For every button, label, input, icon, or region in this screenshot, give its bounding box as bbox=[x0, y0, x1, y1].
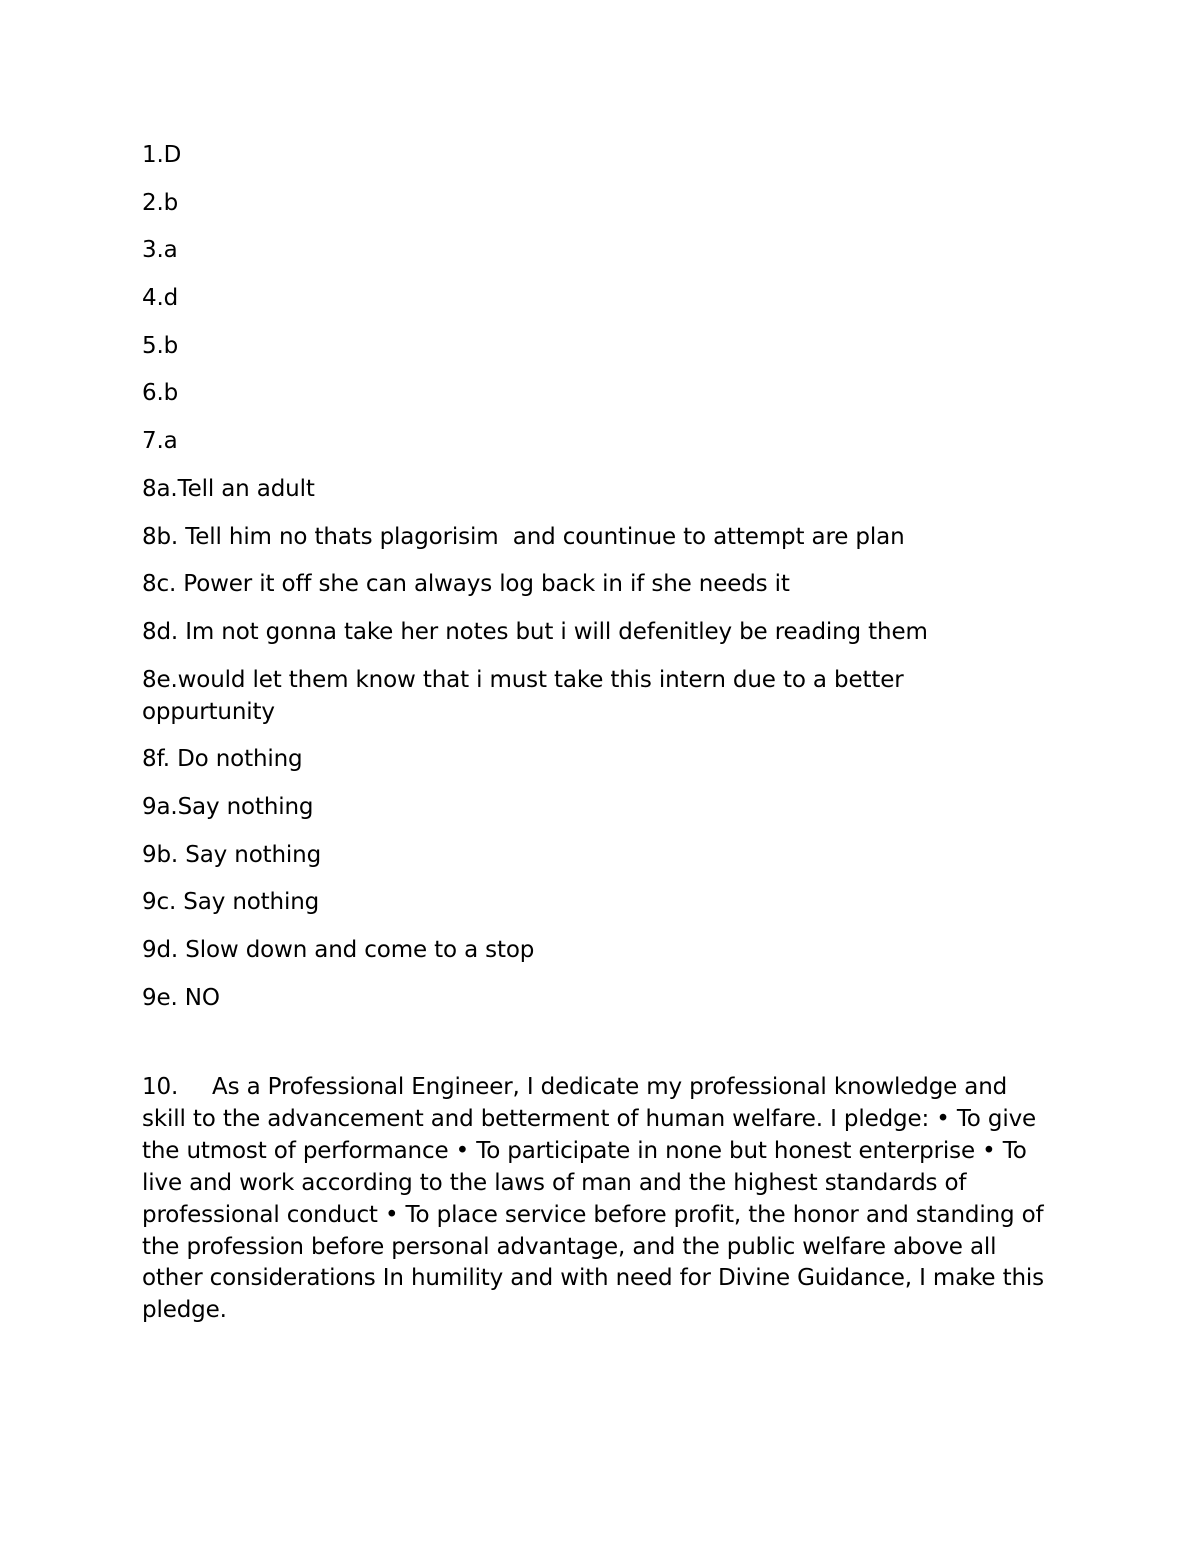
answer-line: 8a.Tell an adult bbox=[142, 475, 315, 502]
pledge-text: As a Professional Engineer, I dedicate my professional knowledge and skill to the advancement and betterment of human welfare. I pledge: • To give the utmost of performance • To participate in none but honest enterprise • To live and work according to the laws of man and the highest standards of professional conduct • To place service before profit, the honor and standing of the profession before personal advantage, and the public welfare above all other considerations In humility and with need for Divine Guidance, I make this pledge. bbox=[142, 1074, 1044, 1324]
answer-line: 6.b bbox=[142, 380, 179, 407]
engineer-pledge-paragraph bbox=[142, 1072, 1057, 1327]
answer-line: 2.b bbox=[142, 189, 179, 216]
pledge-number: 10. bbox=[142, 1074, 179, 1100]
answer-line: 5.b bbox=[142, 332, 179, 359]
answer-line: 8d. Im not gonna take her notes but i will defenitley be reading them bbox=[142, 618, 928, 645]
answer-line: 9e. NO bbox=[142, 984, 220, 1011]
answer-line: 8b. Tell him no thats plagorisim and countinue to attempt are plan bbox=[142, 523, 905, 550]
answer-line: 8c. Power it off she can always log back in if she needs it bbox=[142, 571, 790, 598]
answer-line: 4.d bbox=[142, 285, 179, 312]
answer-line: 9b. Say nothing bbox=[142, 841, 322, 868]
answer-line: 9c. Say nothing bbox=[142, 889, 320, 916]
answer-line: 7.a bbox=[142, 428, 178, 455]
answer-line: 3.a bbox=[142, 237, 178, 264]
answer-line: 9a.Say nothing bbox=[142, 793, 314, 820]
answer-line: 1.D bbox=[142, 142, 182, 168]
answer-line: 9d. Slow down and come to a stop bbox=[142, 937, 535, 963]
answer-line: 8e.would let them know that i must take this intern due to a better oppurtunity bbox=[142, 666, 904, 725]
answer-line: 8f. Do nothing bbox=[142, 746, 303, 773]
answer-list bbox=[142, 139, 1062, 1029]
